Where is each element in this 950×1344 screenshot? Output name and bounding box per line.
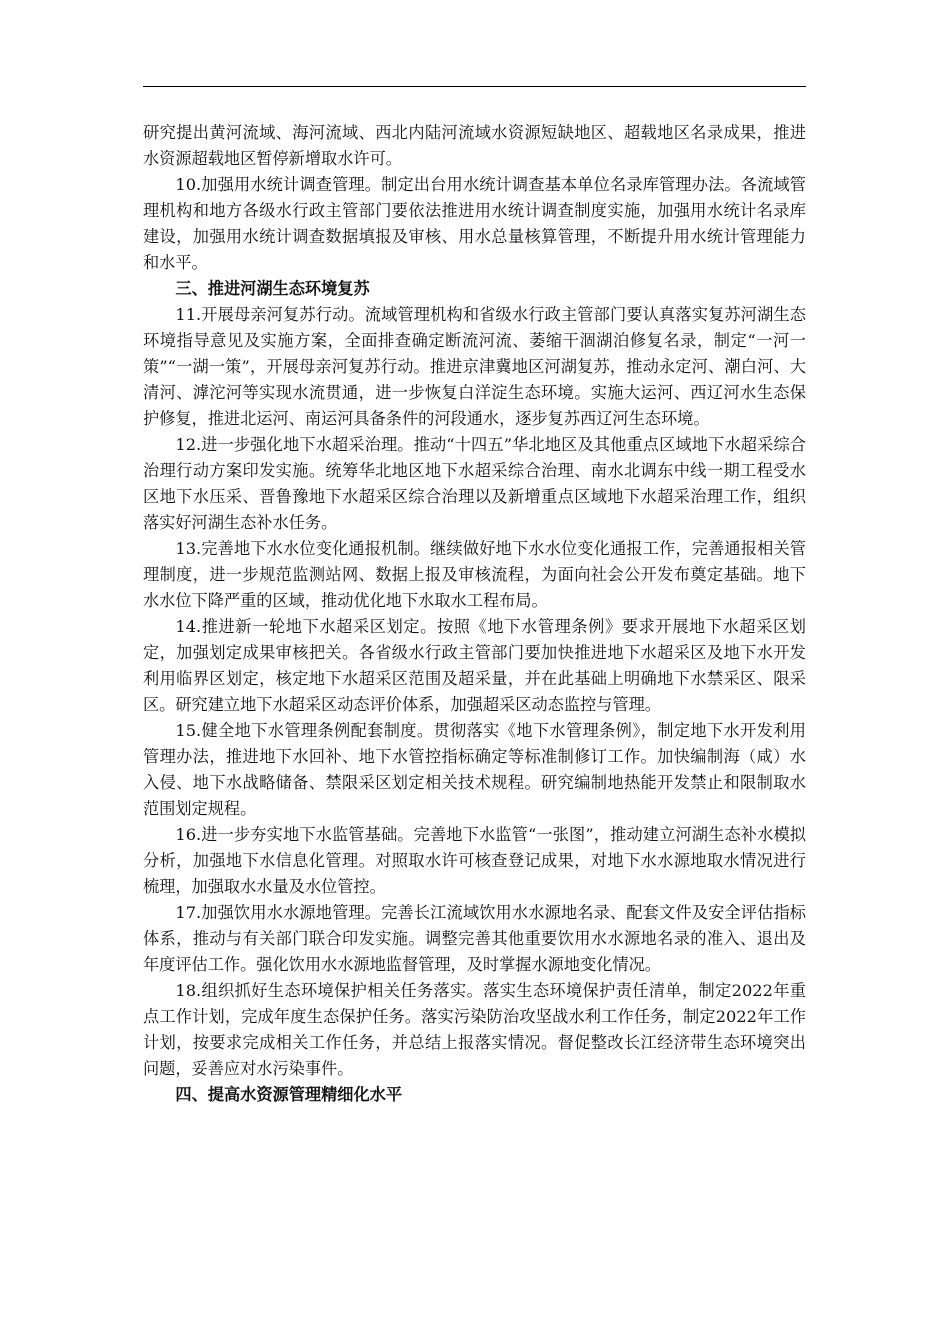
section-heading-3: 三、推进河湖生态环境复苏 [175, 279, 370, 298]
section-heading-4: 四、提高水资源管理精细化水平 [175, 1085, 403, 1104]
paragraph-item-17: 17.加强饮用水水源地管理。完善长江流域饮用水水源地名录、配套文件及安全评估指标体系，推动与有关部门联合印发实施。调整完善其他重要饮用水水源地名录的准入、退出及年度评估工作。强化饮用水水源地监督管理，及时掌握水源地变化情况。 [143, 903, 806, 974]
paragraph-item-15: 15.健全地下水管理条例配套制度。贯彻落实《地下水管理条例》，制定地下水开发利用管理办法，推进地下水回补、地下水管控指标确定等标准制修订工作。加快编制海（咸）水入侵、地下水战略储备、禁限采区划定相关技术规程。研究编制地热能开发禁止和限制取水范围划定规程。 [143, 721, 806, 818]
paragraph-item-16: 16.进一步夯实地下水监管基础。完善地下水监管“一张图”，推动建立河湖生态补水模拟分析，加强地下水信息化管理。对照取水许可核查登记成果，对地下水水源地取水情况进行梳理，加强取水水量及水位管控。 [143, 825, 806, 896]
paragraph-item-18: 18.组织抓好生态环境保护相关任务落实。落实生态环境保护责任清单，制定2022年重点工作计划，完成年度生态保护任务。落实污染防治攻坚战水利工作任务，制定2022年工作计划，按要求完成相关工作任务，并总结上报落实情况。督促整改长江经济带生态环境突出问题，妥善应对水污染事件。 [143, 981, 806, 1078]
paragraph-item-11: 11.开展母亲河复苏行动。流域管理机构和省级水行政主管部门要认真落实复苏河湖生态环境指导意见及实施方案，全面排查确定断流河流、萎缩干涸湖泊修复名录，制定“一河一策”“一湖一策”，开展母亲河复苏行动。推进京津冀地区河湖复苏，推动永定河、潮白河、大清河、滹沱河等实现水流贯通，进一步恢复白洋淀生态环境。实施大运河、西辽河水生态保护修复，推进北运河、南运河具备条件的河段通水，逐步复苏西辽河生态环境。 [143, 305, 806, 428]
paragraph-item-10: 10.加强用水统计调查管理。制定出台用水统计调查基本单位名录库管理办法。各流域管理机构和地方各级水行政主管部门要依法推进用水统计调查制度实施，加强用水统计名录库建设，加强用水统计调查数据填报及审核、用水总量核算管理，不断提升用水统计管理能力和水平。 [143, 175, 806, 272]
document-body [143, 120, 806, 1108]
paragraph-continued: 研究提出黄河流域、海河流域、西北内陆河流域水资源短缺地区、超载地区名录成果，推进水资源超载地区暂停新增取水许可。 [143, 123, 806, 168]
header-rule [143, 86, 806, 87]
paragraph-item-12: 12.进一步强化地下水超采治理。推动“十四五”华北地区及其他重点区域地下水超采综合治理行动方案印发实施。统筹华北地区地下水超采综合治理、南水北调东中线一期工程受水区地下水压采、晋鲁豫地下水超采区综合治理以及新增重点区域地下水超采治理工作，组织落实好河湖生态补水任务。 [143, 435, 806, 532]
paragraph-item-14: 14.推进新一轮地下水超采区划定。按照《地下水管理条例》要求开展地下水超采区划定，加强划定成果审核把关。各省级水行政主管部门要加快推进地下水超采区及地下水开发利用临界区划定，核定地下水超采区范围及超采量，并在此基础上明确地下水禁采区、限采区。研究建立地下水超采区动态评价体系，加强超采区动态监控与管理。 [143, 617, 806, 714]
paragraph-item-13: 13.完善地下水水位变化通报机制。继续做好地下水水位变化通报工作，完善通报相关管理制度，进一步规范监测站网、数据上报及审核流程，为面向社会公开发布奠定基础。地下水水位下降严重的区域，推动优化地下水取水工程布局。 [143, 539, 806, 610]
